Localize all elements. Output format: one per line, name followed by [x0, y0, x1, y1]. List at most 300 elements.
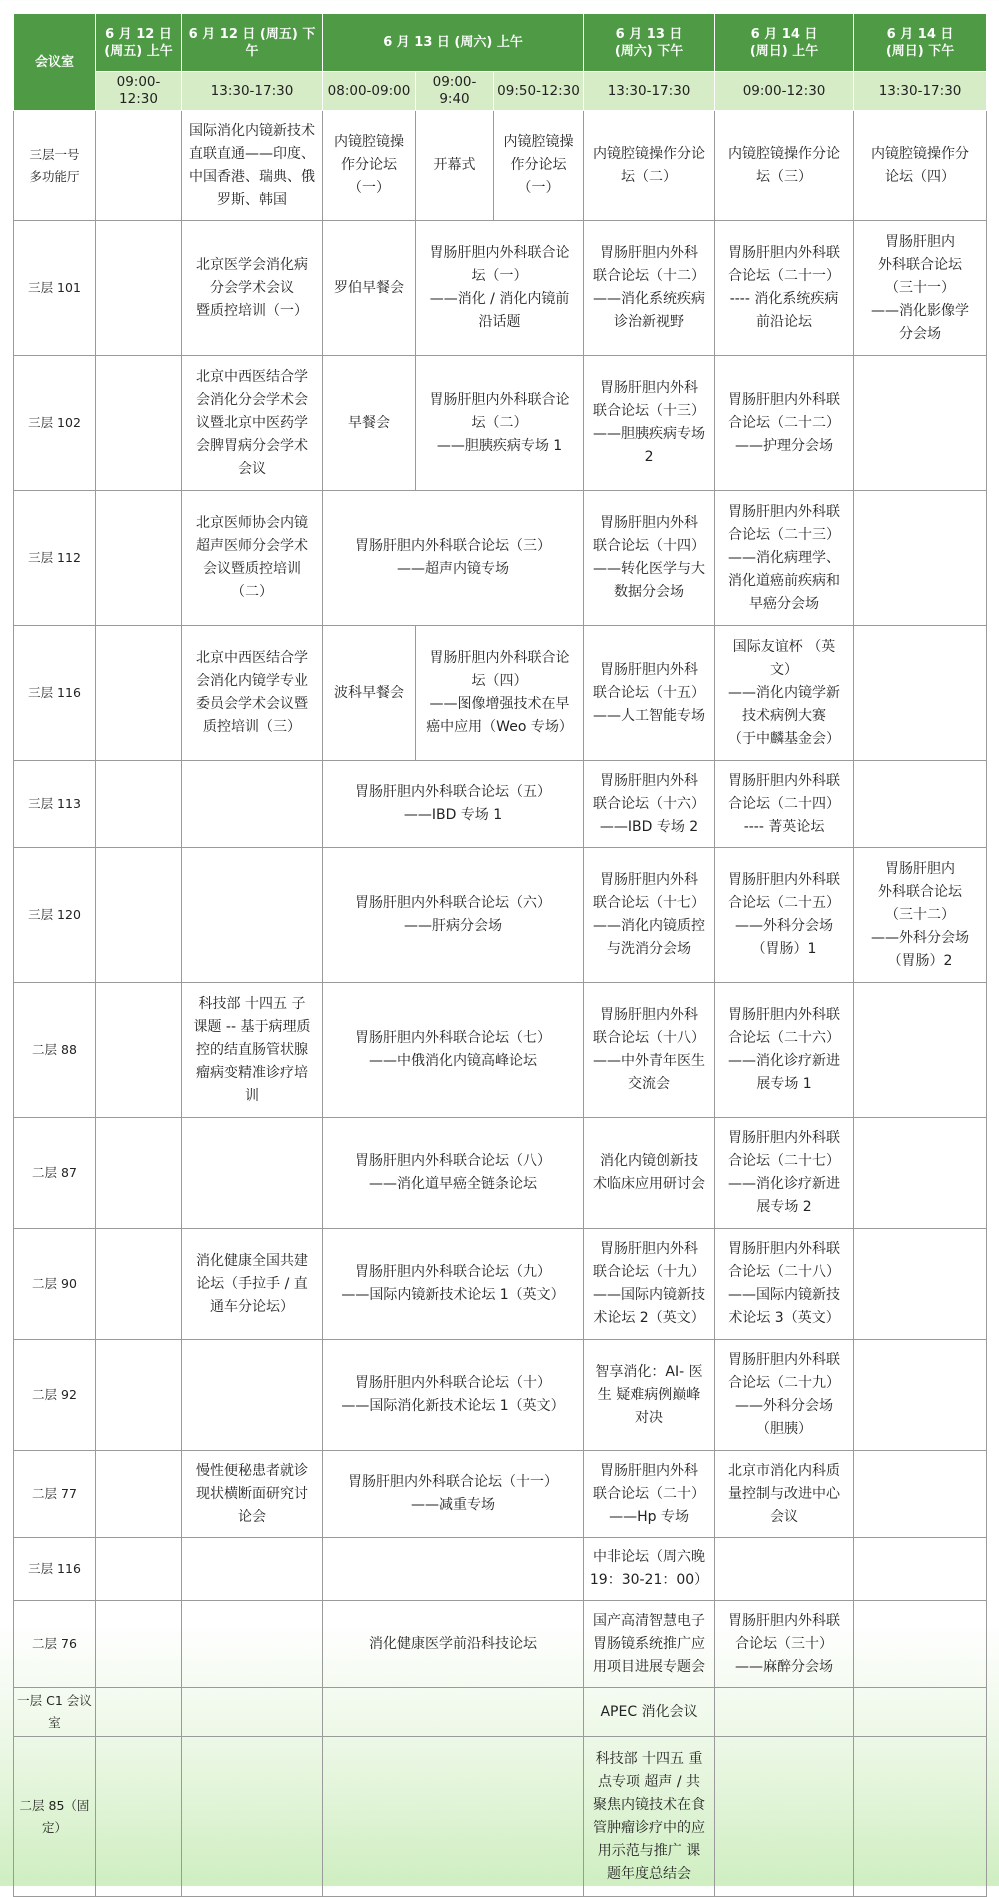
- session-fri-pm: [182, 491, 323, 626]
- cell-text-line: 癌中应用（Weo 专场）: [426, 719, 573, 735]
- session-sat-am-early: [323, 111, 416, 221]
- table-row: [14, 1737, 987, 1897]
- cell-text-line: 胃肠肝胆内外科: [600, 661, 699, 678]
- cell-text-line: 二层 90: [32, 1276, 77, 1291]
- cell-text-line: ——外科分会场: [871, 929, 970, 946]
- cell-text-line: 会议: [770, 1508, 799, 1525]
- cell-text-line: 点专项 超声 / 共: [597, 1773, 701, 1790]
- session-fri-am: [96, 761, 182, 848]
- cell-text-line: 胃肠肝胆内外科联: [728, 1241, 841, 1257]
- session-sat-am-opening: [416, 111, 494, 221]
- cell-text-line: 展专场 2: [756, 1199, 812, 1215]
- cell-text-line: ——减重专场: [411, 1497, 496, 1513]
- session-sun-am: [715, 848, 854, 983]
- cell-text-line: 现状横断面研究讨: [196, 1485, 308, 1502]
- room-cell: [14, 1737, 96, 1897]
- cell-text-line: 外科联合论坛: [878, 256, 963, 273]
- session-fri-am: [96, 1737, 182, 1897]
- cell-text-line: 三层 116: [28, 685, 81, 700]
- time-slot: 13:30-17:30: [584, 72, 715, 111]
- cell-text-line: 胃肠肝胆内: [885, 233, 956, 250]
- session-fri-am: [96, 221, 182, 356]
- cell-text-line: 二层 87: [32, 1165, 77, 1180]
- table-row: [14, 356, 987, 491]
- session-sat-am: [323, 1229, 584, 1340]
- cell-text-line: 合论坛（二十三）: [728, 526, 841, 543]
- cell-text-line: 直联直通——印度、: [189, 145, 315, 162]
- session-fri-pm: [182, 1451, 323, 1538]
- day-header-date: 6 月 13 日 (周六) 上午: [383, 35, 523, 50]
- cell-text-line: 前沿论坛: [756, 314, 813, 330]
- cell-text-line: 罗伯早餐会: [334, 279, 404, 296]
- cell-text-line: 胃肠肝胆内外科: [600, 515, 699, 531]
- cell-text-line: ——消化 / 消化内镜前: [429, 291, 570, 307]
- session-sun-am: [715, 1737, 854, 1897]
- cell-text-line: 北京中西医结合学: [196, 650, 308, 666]
- table-row: [14, 1340, 987, 1451]
- cell-text-line: 会脾胃病分会学术: [196, 437, 308, 454]
- day-header-sun-am: [715, 14, 854, 72]
- cell-text-line: ——胆胰疾病专场: [593, 426, 706, 442]
- session-sat-am: [323, 1451, 584, 1538]
- session-fri-am: [96, 356, 182, 491]
- cell-text-line: 消化道癌前疾病和: [728, 572, 841, 589]
- session-fri-pm: [182, 1118, 323, 1229]
- cell-text-line: 三层 116: [28, 1561, 81, 1576]
- day-header-period: (周日) 下午: [885, 43, 955, 59]
- cell-text-line: ——消化病理学、: [728, 549, 841, 566]
- session-sun-pm: [854, 111, 987, 221]
- cell-text-line: ——消化诊疗新进: [728, 1176, 841, 1192]
- cell-text-line: 三层 102: [28, 415, 81, 430]
- table-row: [14, 111, 987, 221]
- cell-text-line: 中非论坛（周六晚: [593, 1549, 706, 1565]
- room-cell: [14, 491, 96, 626]
- cell-text-line: 暨质控培训（一）: [196, 302, 308, 319]
- cell-text-line: 胃肠肝胆内外科联合论坛（八）: [355, 1153, 552, 1169]
- cell-text-line: 合论坛（二十一）: [728, 268, 841, 284]
- session-fri-am: [96, 491, 182, 626]
- cell-text-line: 慢性便秘患者就诊: [196, 1462, 308, 1479]
- cell-text-line: 超声医师分会学术: [196, 538, 308, 554]
- session-fri-pm: [182, 848, 323, 983]
- cell-text-line: 罗斯、韩国: [217, 191, 287, 208]
- room-cell: [14, 1118, 96, 1229]
- session-sat-am-early: [323, 356, 416, 491]
- session-fri-pm: [182, 1688, 323, 1737]
- cell-text-line: ——IBD 专场 1: [403, 807, 503, 823]
- cell-text-line: ——中俄消化内镜高峰论坛: [369, 1053, 538, 1069]
- cell-text-line: 胃肠肝胆内外科联: [728, 245, 841, 261]
- session-sat-am-late: [494, 111, 584, 221]
- cell-text-line: 术论坛 2（英文）: [593, 1310, 705, 1326]
- cell-text-line: 三层 120: [28, 907, 81, 922]
- day-header-date: 6 月 12 日: [105, 26, 172, 42]
- cell-text-line: 联合论坛（十三）: [593, 403, 706, 419]
- cell-text-line: ——超声内镜专场: [397, 561, 510, 577]
- cell-text-line: 三层 112: [28, 550, 81, 565]
- cell-text-line: 作分论坛: [510, 157, 567, 173]
- cell-text-line: 胃肠肝胆内外科联合论坛（七）: [355, 1030, 552, 1046]
- cell-text-line: 技术病例大赛: [742, 707, 827, 724]
- cell-text-line: 通车分论坛）: [210, 1298, 294, 1315]
- cell-text-line: 波科早餐会: [334, 684, 404, 701]
- cell-text-line: 内镜腔镜操: [334, 134, 404, 150]
- cell-text-line: （胃肠）1: [751, 941, 817, 957]
- session-sun-am: [715, 1538, 854, 1601]
- cell-text-line: 会消化内镜学专业: [196, 673, 308, 689]
- cell-text-line: ——外科分会场: [735, 918, 834, 934]
- room-cell: [14, 761, 96, 848]
- cell-text-line: 数据分会场: [614, 584, 685, 600]
- cell-text-line: 三层 101: [28, 280, 81, 295]
- cell-text-line: ——国际内镜新技: [728, 1287, 841, 1303]
- cell-text-line: 胃肠镜系统推广应: [593, 1635, 706, 1652]
- session-fri-am: [96, 983, 182, 1118]
- cell-text-line: ——人工智能专场: [593, 707, 706, 724]
- session-fri-pm: [182, 1601, 323, 1688]
- session-fri-pm: [182, 221, 323, 356]
- session-fri-am: [96, 1538, 182, 1601]
- cell-text-line: 开幕式: [433, 157, 476, 173]
- cell-text-line: 管肿瘤诊疗中的应: [593, 1819, 706, 1836]
- cell-text-line: 论坛（手拉手 / 直: [196, 1275, 308, 1292]
- session-sun-am: [715, 221, 854, 356]
- cell-text-line: 作分论坛: [341, 157, 397, 173]
- room-cell: [14, 1688, 96, 1737]
- room-cell: [14, 1229, 96, 1340]
- room-cell: [14, 1601, 96, 1688]
- cell-text-line: 胃肠肝胆内外科联合论坛（十一）: [348, 1474, 559, 1490]
- cell-text-line: ——护理分会场: [735, 437, 834, 454]
- cell-text-line: 国产高清智慧电子: [593, 1612, 706, 1629]
- cell-text-line: 一层 C1 会议室: [17, 1693, 92, 1730]
- session-fri-am: [96, 848, 182, 983]
- cell-text-line: 合论坛（二十九）: [728, 1375, 841, 1391]
- cell-text-line: ——国际内镜新技术论坛 1（英文）: [341, 1287, 565, 1303]
- session-fri-am: [96, 1118, 182, 1229]
- cell-text-line: 三层一号: [29, 146, 80, 162]
- session-sun-am: [715, 1688, 854, 1737]
- session-sun-am: [715, 111, 854, 221]
- day-header-period: (周五) 上午: [104, 43, 173, 59]
- cell-text-line: 联合论坛（十五）: [593, 684, 706, 701]
- cell-text-line: ---- 菁英论坛: [743, 818, 825, 835]
- cell-text-line: 合论坛（二十二）: [728, 414, 841, 431]
- cell-text-line: ——转化医学与大: [593, 561, 706, 577]
- cell-text-line: 胃肠肝胆内外科联: [728, 872, 841, 888]
- cell-text-line: 术论坛 3（英文）: [728, 1310, 840, 1326]
- session-sun-pm: [854, 983, 987, 1118]
- session-fri-pm: [182, 356, 323, 491]
- cell-text-line: 胃肠肝胆内外科联合论坛（三）: [355, 538, 552, 554]
- cell-text-line: ——中外青年医生: [593, 1053, 706, 1069]
- cell-text-line: 合论坛（二十四）: [728, 795, 841, 812]
- cell-text-line: 坛（三）: [756, 168, 813, 185]
- session-sat-am: [416, 626, 584, 761]
- cell-text-line: 瘤病变精准诊疗培: [196, 1064, 308, 1081]
- cell-text-line: 联合论坛（十八）: [593, 1030, 706, 1046]
- session-sun-pm: [854, 848, 987, 983]
- session-sat-am: [416, 356, 584, 491]
- cell-text-line: 胃肠肝胆内外科: [600, 772, 699, 789]
- day-header-date: 6 月 14 日: [886, 26, 954, 42]
- cell-text-line: 胃肠肝胆内外科联合论: [429, 391, 570, 408]
- room-cell: [14, 1451, 96, 1538]
- session-sun-am: [715, 1118, 854, 1229]
- table-row: [14, 221, 987, 356]
- cell-text-line: 胃肠肝胆内外科联: [728, 1612, 841, 1629]
- room-cell: [14, 626, 96, 761]
- session-sat-am: [323, 1118, 584, 1229]
- session-fri-am: [96, 1340, 182, 1451]
- session-sun-pm: [854, 1737, 987, 1897]
- cell-text-line: 联合论坛（十七）: [593, 895, 706, 911]
- cell-text-line: 二层 85（固定）: [19, 1797, 90, 1835]
- session-sat-am: [323, 848, 584, 983]
- day-header-fri-pm: [182, 14, 323, 72]
- cell-text-line: （胆胰）: [756, 1421, 813, 1437]
- session-sun-pm: [854, 1340, 987, 1451]
- cell-text-line: 坛（一）: [471, 268, 528, 284]
- day-header-sat-am: [323, 14, 584, 72]
- session-sat-am: [323, 983, 584, 1118]
- session-sun-pm: [854, 626, 987, 761]
- cell-text-line: （胃肠）2: [887, 952, 953, 969]
- cell-text-line: 胃肠肝胆内外科: [600, 1241, 699, 1257]
- session-fri-pm: [182, 626, 323, 761]
- cell-text-line: 北京市消化内科质: [728, 1462, 841, 1479]
- cell-text-line: 合论坛（三十）: [735, 1635, 834, 1652]
- cell-text-line: 控的结直肠管状腺: [196, 1041, 308, 1058]
- room-cell: [14, 221, 96, 356]
- session-sat-pm: [584, 848, 715, 983]
- session-sat-pm: [584, 983, 715, 1118]
- session-sun-pm: [854, 356, 987, 491]
- time-slot: 13:30-17:30: [182, 72, 323, 111]
- day-header-date: 6 月 13 日: [615, 26, 683, 42]
- cell-text-line: 论会: [238, 1508, 266, 1525]
- session-sun-pm: [854, 1688, 987, 1737]
- cell-text-line: ——消化道早癌全链条论坛: [369, 1176, 538, 1192]
- cell-text-line: ——消化系统疾病: [593, 291, 706, 307]
- table-row: [14, 1451, 987, 1538]
- cell-text-line: 量控制与改进中心: [728, 1485, 841, 1502]
- cell-text-line: ——肝病分会场: [404, 918, 503, 934]
- cell-text-line: 用项目进展专题会: [593, 1658, 706, 1675]
- time-slot: 09:50-12:30: [494, 72, 584, 111]
- cell-text-line: 诊治新视野: [614, 314, 685, 330]
- cell-text-line: 合论坛（二十六）: [728, 1030, 841, 1046]
- cell-text-line: 文）: [770, 661, 799, 678]
- room-cell: [14, 1538, 96, 1601]
- cell-text-line: 联合论坛（十六）: [593, 795, 706, 812]
- cell-text-line: 科技部 十四五 子: [198, 995, 306, 1012]
- cell-text-line: 19：30-21：00）: [589, 1572, 709, 1588]
- cell-text-line: 坛（二）: [471, 414, 528, 431]
- cell-text-line: 国际消化内镜新技术: [189, 122, 315, 139]
- session-sat-pm: [584, 111, 715, 221]
- table-row: [14, 1601, 987, 1688]
- table-row: [14, 848, 987, 983]
- table-row: [14, 1118, 987, 1229]
- table-row: [14, 761, 987, 848]
- cell-text-line: 与洗消分会场: [607, 941, 692, 957]
- session-fri-pm: [182, 111, 323, 221]
- cell-text-line: 二层 88: [32, 1042, 77, 1057]
- cell-text-line: ---- 消化系统疾病: [729, 291, 839, 307]
- cell-text-line: 分会场: [899, 325, 942, 342]
- session-sat-pm: [584, 761, 715, 848]
- cell-text-line: 合论坛（二十七）: [728, 1153, 841, 1169]
- cell-text-line: （三十二）: [885, 906, 956, 923]
- cell-text-line: 胃肠肝胆内外科联: [728, 1007, 841, 1023]
- schedule-table: [13, 13, 987, 1897]
- cell-text-line: 北京医师协会内镜: [196, 515, 308, 531]
- cell-text-line: 国际友谊杯 （英: [732, 638, 836, 655]
- time-slot: 09:00-9:40: [416, 72, 494, 111]
- cell-text-line: 胃肠肝胆内外科: [600, 1462, 699, 1479]
- session-fri-am: [96, 1688, 182, 1737]
- cell-text-line: ——国际内镜新技: [593, 1287, 706, 1303]
- cell-text-line: ——Hp 专场: [609, 1508, 689, 1525]
- table-row: [14, 1538, 987, 1601]
- cell-text-line: 内镜腔镜操作分: [871, 145, 970, 162]
- cell-text-line: 中国香港、瑞典、俄: [189, 168, 315, 185]
- session-sat-am: [416, 221, 584, 356]
- cell-text-line: 内镜腔镜操作分论: [593, 145, 706, 162]
- time-slot: 09:00-12:30: [715, 72, 854, 111]
- cell-text-line: 多功能厅: [29, 168, 80, 184]
- session-sat-am: [323, 1688, 584, 1737]
- cell-text-line: 内镜腔镜操: [503, 134, 574, 150]
- cell-text-line: 消化健康医学前沿科技论坛: [369, 1635, 538, 1652]
- cell-text-line: 胃肠肝胆内外科: [600, 245, 699, 261]
- cell-text-line: 术临床应用研讨会: [593, 1176, 706, 1192]
- cell-text-line: 二层 77: [32, 1486, 77, 1501]
- day-header-period: (周日) 上午: [749, 43, 819, 59]
- session-sat-am-early: [323, 221, 416, 356]
- cell-text-line: 联合论坛（十九）: [593, 1264, 706, 1280]
- session-sun-pm: [854, 1451, 987, 1538]
- session-sun-am: [715, 983, 854, 1118]
- cell-text-line: （三十一）: [885, 279, 956, 296]
- cell-text-line: 胃肠肝胆内外科联: [728, 391, 841, 408]
- session-sat-pm: [584, 1538, 715, 1601]
- session-sat-am: [323, 761, 584, 848]
- cell-text-line: 科技部 十四五 重: [595, 1750, 703, 1767]
- day-header-sun-pm: [854, 14, 987, 72]
- room-cell: [14, 1340, 96, 1451]
- cell-text-line: 用示范与推广 课: [597, 1842, 701, 1859]
- session-sun-pm: [854, 1229, 987, 1340]
- room-cell: [14, 111, 96, 221]
- session-sat-pm: [584, 1601, 715, 1688]
- session-fri-am: [96, 1229, 182, 1340]
- cell-text-line: ——麻醉分会场: [735, 1658, 834, 1675]
- session-sun-am: [715, 1601, 854, 1688]
- session-sat-pm: [584, 1688, 715, 1737]
- cell-text-line: 委员会学术会议暨: [196, 696, 308, 712]
- session-sat-pm: [584, 626, 715, 761]
- session-sun-pm: [854, 1118, 987, 1229]
- cell-text-line: ——胆胰疾病专场 1: [436, 437, 563, 454]
- session-fri-am: [96, 111, 182, 221]
- day-header-date: 6 月 14 日: [750, 26, 818, 42]
- session-sat-am: [323, 1601, 584, 1688]
- cell-text-line: 生 疑难病例巅峰: [597, 1386, 701, 1403]
- day-header-fri-am: [96, 14, 182, 72]
- session-sun-pm: [854, 1538, 987, 1601]
- cell-text-line: ——图像增强技术在早: [429, 696, 570, 712]
- session-fri-pm: [182, 1229, 323, 1340]
- room-column-header: 会议室: [14, 14, 96, 111]
- session-sun-pm: [854, 221, 987, 356]
- cell-text-line: （一）: [348, 180, 390, 196]
- cell-text-line: 合论坛（二十五）: [728, 895, 841, 911]
- cell-text-line: 议暨北京中医药学: [196, 414, 308, 431]
- day-header-period: (周六) 下午: [614, 43, 684, 59]
- table-row: [14, 626, 987, 761]
- cell-text-line: 联合论坛（十四）: [593, 538, 706, 554]
- schedule-body: [14, 111, 987, 1897]
- table-row: [14, 491, 987, 626]
- session-sun-am: [715, 761, 854, 848]
- cell-text-line: 胃肠肝胆内外科: [600, 380, 699, 396]
- session-fri-am: [96, 1601, 182, 1688]
- session-sun-am: [715, 1340, 854, 1451]
- cell-text-line: 胃肠肝胆内外科联合论: [429, 650, 570, 666]
- cell-text-line: 聚焦内镜技术在食: [593, 1796, 706, 1813]
- cell-text-line: 分会学术会议: [210, 279, 294, 296]
- time-slot: 13:30-17:30: [854, 72, 987, 111]
- room-cell: [14, 848, 96, 983]
- cell-text-line: 论坛（四）: [885, 168, 956, 185]
- session-fri-am: [96, 626, 182, 761]
- session-fri-pm: [182, 1340, 323, 1451]
- cell-text-line: 胃肠肝胆内外科联合论坛（六）: [355, 895, 552, 911]
- cell-text-line: （一）: [517, 180, 560, 196]
- session-fri-pm: [182, 983, 323, 1118]
- cell-text-line: 三层 113: [28, 796, 81, 811]
- cell-text-line: 2: [644, 449, 654, 465]
- session-sat-am: [323, 1737, 584, 1897]
- cell-text-line: （于中麟基金会）: [728, 730, 841, 747]
- cell-text-line: 消化健康全国共建: [196, 1252, 308, 1269]
- session-fri-pm: [182, 1538, 323, 1601]
- table-row: [14, 1229, 987, 1340]
- cell-text-line: ——消化影像学: [871, 302, 970, 319]
- cell-text-line: 课题 -- 基于病理质: [193, 1018, 311, 1035]
- table-row: [14, 983, 987, 1118]
- cell-text-line: 胃肠肝胆内外科: [600, 1007, 699, 1023]
- cell-text-line: 会议暨质控培训: [203, 561, 301, 577]
- cell-text-line: 早癌分会场: [749, 595, 820, 612]
- cell-text-line: 二层 76: [32, 1636, 77, 1651]
- cell-text-line: 胃肠肝胆内外科联合论: [429, 245, 570, 261]
- cell-text-line: 质控培训（三）: [203, 719, 301, 735]
- cell-text-line: 胃肠肝胆内外科联合论坛（九）: [355, 1264, 552, 1280]
- cell-text-line: 北京医学会消化病: [196, 256, 308, 273]
- cell-text-line: 胃肠肝胆内外科联: [728, 1130, 841, 1146]
- cell-text-line: 早餐会: [348, 414, 390, 431]
- session-sat-pm: [584, 491, 715, 626]
- cell-text-line: 题年度总结会: [607, 1865, 692, 1882]
- session-fri-pm: [182, 1737, 323, 1897]
- session-sat-pm: [584, 1229, 715, 1340]
- session-fri-pm: [182, 761, 323, 848]
- session-sat-am: [323, 491, 584, 626]
